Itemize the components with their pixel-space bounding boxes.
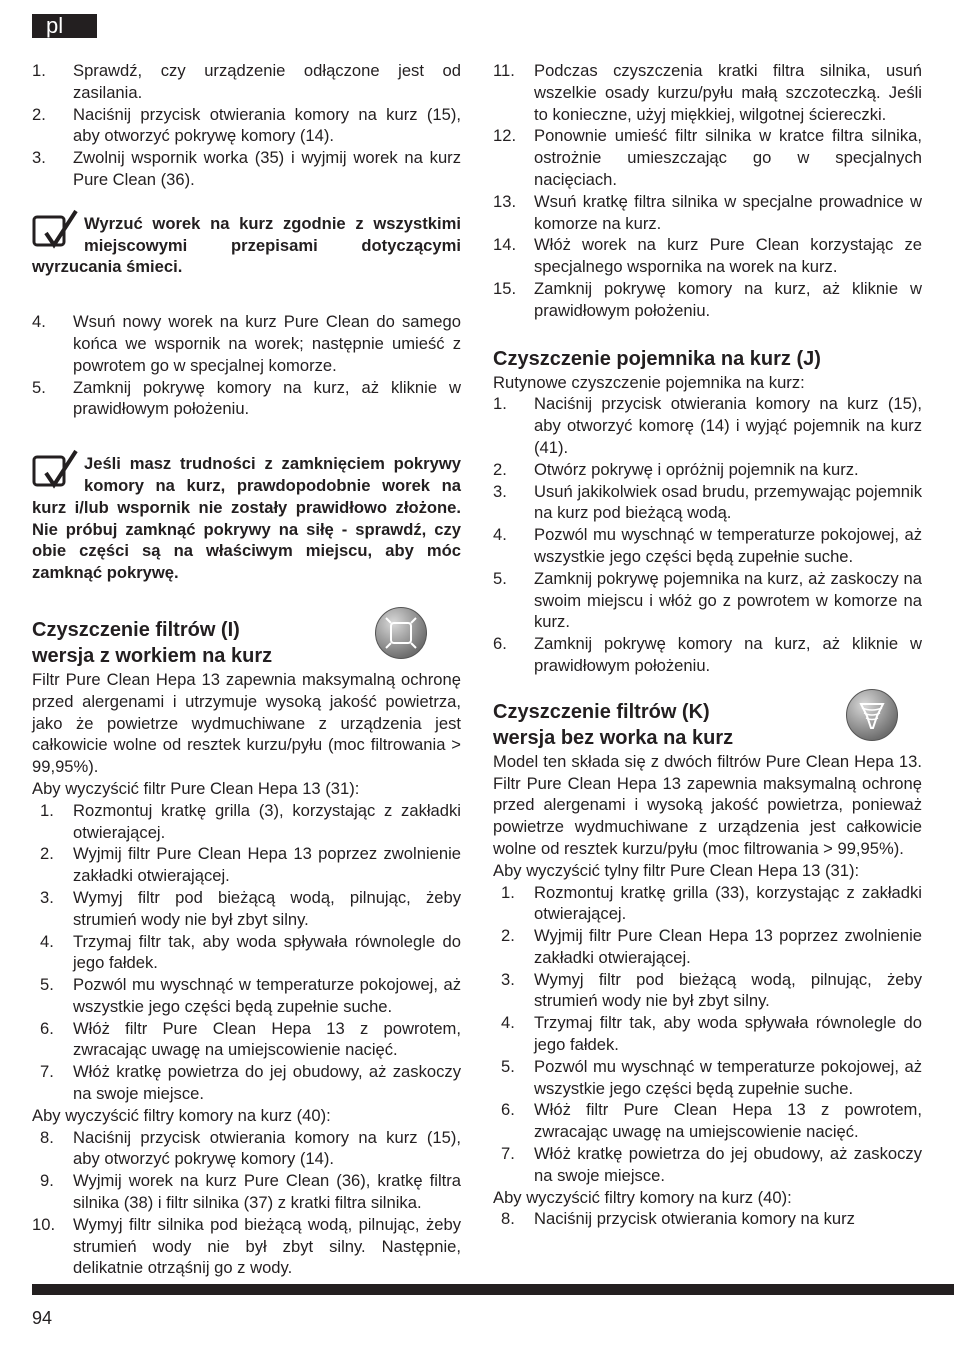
- list-item: 2. Wyjmij filtr Pure Clean Hepa 13 poprzez zwolnienie zakładki otwierającej.: [501, 926, 922, 967]
- list-item: 10. Wymyj filtr silnika pod bieżącą wodą, pilnując, żeby strumień wody nie był zbyt silny. Następnie, delikatnie otrząśnij go z wody.: [32, 1214, 461, 1278]
- note-disposal: Wyrzuć worek na kurz zgodnie z wszystkimi miejscowymi przepisami dotyczącymi wyrzucania śmieci.: [32, 213, 461, 278]
- section-i-heading: Czyszczenie filtrów (I) wersja z workiem na kurz: [32, 617, 461, 669]
- list-item: 1. Sprawdź, czy urządzenie odłączone jest od zasilania.: [32, 61, 461, 102]
- list-item: 1. Naciśnij przycisk otwierania komory na kurz (15), aby otworzyć komorę (14) i wyjąć pojemnik na kurz (41).: [493, 394, 922, 457]
- section-j-title: Czyszczenie pojemnika na kurz (J): [493, 347, 821, 370]
- steps-list-b: [32, 311, 461, 420]
- list-item: 13. Wsuń kratkę filtra silnika w specjalne prowadnice w komorze na kurz.: [493, 191, 922, 233]
- steps-list-a: [32, 60, 461, 191]
- cyclone-filter-icon: [846, 689, 898, 741]
- filter-grille-icon: [375, 607, 427, 659]
- list-item: 1. Rozmontuj kratkę grilla (3), korzystając z zakładki otwierającej.: [40, 800, 461, 842]
- list-item: 2. Otwórz pokrywę i opróżnij pojemnik na kurz.: [493, 459, 859, 479]
- steps-list-j: [493, 393, 922, 676]
- list-item: 4. Wsuń nowy worek na kurz Pure Clean do samego końca we wspornik na worek; następnie umieść z powrotem go w specjalnej komorze.: [32, 312, 461, 375]
- list-item: 8. Naciśnij przycisk otwierania komory na kurz: [501, 1209, 855, 1229]
- list-item: 8. Naciśnij przycisk otwierania komory na kurz (15), aby otworzyć pokrywę komory (14).: [40, 1127, 461, 1169]
- list-item: 6. Włóż filtr Pure Clean Hepa 13 z powrotem, zwracając uwagę na umiejscowienie nacięć.: [501, 1100, 922, 1142]
- list-item: 4. Trzymaj filtr tak, aby woda spływała równolegle do jego fałdek.: [501, 1013, 922, 1055]
- right-column: 11. Podczas czyszczenia kratki filtra silnika, usuń wszelkie osady kurzu/pyłu małą szczoteczką. Jeśli to konieczne, użyj miękkiej, wilgotnej ściereczki. 12. Ponownie umieść filtr silnika w kratce filtra silnika, ostrożnie umieszczając go w specjalnych nacięciach. 13. Wsuń kratkę filtra silnika w specjalne prowadnice w komorze na kurz. 14. Włóż worek na kurz Pure Clean korzystając ze specjalnego wspornika na worek na kurz. 15. Zamknij pokrywę komory na kurz, aż kliknie w prawidłowym położeniu. Czyszczenie pojemnika na kurz (J) Rutynowe czyszczenie pojemnika na kurz: 1. Naciśnij przycisk otwierania komory na kurz (15), aby otworzyć komorę (14) i wyjąć pojemnik na kurz (41). 2. Otwórz pokrywę i opróżnij pojemnik na kurz. 3. Usuń jakikolwiek osad brudu, przemywając pojemnik na kurz pod bieżącą wodą. 4. Pozwól mu wyschnąć w temperaturze pokojowej, aż wszystkie jego części będą zupełnie suche. 5. Zamknij pokrywę pojemnika na kurz, aż zaskoczy na swoim miejscu i włóż go z powrotem w komorze na kurz. 6. Zamknij pokrywę komory na kurz, aż kliknie w prawidłowym położeniu. Czyszczenie filtrów (K) wersja bez worka na kurz Model ten składa się z dwóch filtrów Pure Clean Hepa 13. Filtr Pure Clean Hepa 13 zapewnia maksymalną ochronę przed alergenami i wysoką jakość powietrza, ponieważ powietrze wydmuchiwane z urządzenia jest całkowicie wolne od resztek kurzu/pyłu (moc filtrowania > 99,95%). Aby wyczyścić tylny filtr Pure Clean Hepa 13 (31): 1. Rozmontuj kratkę grilla (33), korzystając z zakładki otwierającej. 2. Wyjmij filtr Pure Clean Hepa 13 poprzez zwolnienie zakładki otwierającej. 3. Wymyj filtr pod bieżącą wodą, pilnując, żeby strumień wody nie był zbyt silny. 4. Trzymaj filtr tak, aby woda spływała równolegle do jego fałdek. 5. Pozwól mu wyschnąć w temperaturze pokojowej, aż wszystkie jego części będą zupełnie suche. 6. Włóż filtr Pure Clean Hepa 13 z powrotem, zwracając uwagę na umiejscowienie nacięć. 7. Włóż kratkę powietrza do jej obudowy, aż zaskoczy na swoje miejsce. Aby wyczyścić filtry komory na kurz (40): 8. Naciśnij przycisk otwierania komory na kurz: [493, 61, 922, 1229]
- steps-list-i-2: [32, 1127, 461, 1280]
- list-item: 12. Ponownie umieść filtr silnika w kratce filtra silnika, ostrożnie umieszczając go w specjalnych nacięciach.: [493, 126, 922, 189]
- steps-list-i: [32, 800, 461, 1105]
- checkbox-note-icon: [32, 449, 84, 491]
- list-item: 2. Naciśnij przycisk otwierania komory na kurz (15), aby otworzyć pokrywę komory (14).: [32, 104, 461, 146]
- note-closing: Jeśli masz trudności z zamknięciem pokrywy komory na kurz, prawdopodobnie worek na kurz i/lub wspornik nie zostały prawidłowo złożone. Nie próbuj zamknąć pokrywy na siłę - sprawdź, czy obie części są na właściwym miejscu, aby móc zamknąć pokrywę.: [32, 453, 461, 584]
- list-item: 7. Włóż kratkę powietrza do jej obudowy, aż zaskoczy na swoje miejsce.: [40, 1062, 461, 1104]
- page-number: 94: [32, 1308, 53, 1328]
- list-item: 5. Pozwól mu wyschnąć w temperaturze pokojowej, aż wszystkie jego części będą zupełnie suche.: [40, 975, 461, 1016]
- list-item: 5. Pozwól mu wyschnąć w temperaturze pokojowej, aż wszystkie jego części będą zupełnie suche.: [501, 1056, 922, 1098]
- list-item: 3. Wymyj filtr pod bieżącą wodą, pilnując, żeby strumień wody nie był zbyt silny.: [40, 887, 461, 929]
- footer-rule: [32, 1284, 954, 1295]
- steps-list-k-2: [493, 1208, 922, 1230]
- list-item: 15. Zamknij pokrywę komory na kurz, aż kliknie w prawidłowym położeniu.: [493, 278, 922, 320]
- list-item: 7. Włóż kratkę powietrza do jej obudowy, aż zaskoczy na swoje miejsce.: [501, 1144, 922, 1185]
- list-item: 1. Rozmontuj kratkę grilla (33), korzystając z zakładki otwierającej.: [501, 882, 922, 924]
- list-item: 6. Włóż filtr Pure Clean Hepa 13 z powrotem, zwracając uwagę na umiejscowienie nacięć.: [40, 1018, 461, 1060]
- language-tab: pl: [32, 14, 97, 38]
- checkbox-note-icon: [32, 209, 84, 251]
- list-item: 6. Zamknij pokrywę komory na kurz, aż kliknie w prawidłowym położeniu.: [493, 634, 922, 675]
- list-item: 11. Podczas czyszczenia kratki filtra silnika, usuń wszelkie osady kurzu/pyłu małą szczoteczką. Jeśli to konieczne, użyj miękkiej, wilgotnej ściereczki.: [493, 61, 922, 124]
- list-item: 3. Zwolnij wspornik worka (35) i wyjmij worek na kurz Pure Clean (36).: [32, 148, 461, 189]
- list-item: 14. Włóż worek na kurz Pure Clean korzystając ze specjalnego wspornika na worek na kurz.: [493, 235, 922, 277]
- list-item: 5. Zamknij pokrywę komory na kurz, aż kliknie w prawidłowym położeniu.: [32, 377, 461, 419]
- list-item: 5. Zamknij pokrywę pojemnika na kurz, aż zaskoczy na swoim miejscu i włóż go z powrotem w komorze na kurz.: [493, 568, 922, 632]
- left-column: 1. Sprawdź, czy urządzenie odłączone jest od zasilania. 2. Naciśnij przycisk otwierania komory na kurz (15), aby otworzyć pokrywę komory (14). 3. Zwolnij wspornik worka (35) i wyjmij worek na kurz Pure Clean (36). Wyrzuć worek na kurz zgodnie z wszystkimi miejscowymi przepisami dotyczącymi wyrzucania śmieci. 4. Wsuń nowy worek na kurz Pure Clean do samego końca we wspornik na worek; następnie umieść z powrotem go w specjalnej komorze. 5. Zamknij pokrywę komory na kurz, aż kliknie w prawidłowym położeniu. Jeśli masz trudności z zamknięciem pokrywy komory na kurz, prawdopodobnie worek na kurz i/lub wspornik nie zostały prawidłowo złożone. Nie próbuj zamknąć pokrywy na siłę - sprawdź, czy obie części są na właściwym miejscu, aby móc zamknąć pokrywę. Czyszczenie filtrów (I) wersja z workiem na kurz Filtr Pure Clean Hepa 13 zapewnia maksymalną ochronę przed alergenami i utrzymuje wysoką jakość powietrza, jako że powietrze wydmuchiwane z urządzenia jest całkowicie wolne od resztek kurzu/pyłu (moc filtrowania > 99,95%). Aby wyczyścić filtr Pure Clean Hepa 13 (31): 1. Rozmontuj kratkę grilla (3), korzystając z zakładki otwierającej. 2. Wyjmij filtr Pure Clean Hepa 13 poprzez zwolnienie zakładki otwierającej. 3. Wymyj filtr pod bieżącą wodą, pilnując, żeby strumień wody nie był zbyt silny. 4. Trzymaj filtr tak, aby woda spływała równolegle do jego fałdek. 5. Pozwól mu wyschnąć w temperaturze pokojowej, aż wszystkie jego części będą zupełnie suche. 6. Włóż filtr Pure Clean Hepa 13 z powrotem, zwracając uwagę na umiejscowienie nacięć. 7. Włóż kratkę powietrza do jej obudowy, aż zaskoczy na swoje miejsce. Aby wyczyścić filtry komory na kurz (40): 8. Naciśnij przycisk otwierania komory na kurz (15), aby otworzyć pokrywę komory (14). 9. Wyjmij worek na kurz Pure Clean (36), kratkę filtra silnika (38) i filtr silnika (37) z kratki filtra silnika. 10. Wymyj filtr silnika pod bieżącą wodą, pilnując, żeby strumień wody nie był zbyt silny. Następnie, delikatnie otrząśnij go z wody.: [32, 61, 461, 1278]
- list-item: 4. Pozwól mu wyschnąć w temperaturze pokojowej, aż wszystkie jego części będą zupełnie suche.: [493, 525, 922, 566]
- list-item: 9. Wyjmij worek na kurz Pure Clean (36), kratkę filtra silnika (38) i filtr silnika (37) z kratki filtra silnika.: [40, 1171, 461, 1213]
- steps-list-k: [493, 882, 922, 1187]
- list-item: 2. Wyjmij filtr Pure Clean Hepa 13 poprzez zwolnienie zakładki otwierającej.: [40, 844, 461, 886]
- list-item: 3. Wymyj filtr pod bieżącą wodą, pilnując, żeby strumień wody nie był zbyt silny.: [501, 969, 922, 1011]
- steps-list-c: [493, 60, 922, 322]
- list-item: 4. Trzymaj filtr tak, aby woda spływała równolegle do jego fałdek.: [40, 931, 461, 973]
- section-k-heading: Czyszczenie filtrów (K) wersja bez worka na kurz: [493, 699, 922, 751]
- list-item: 3. Usuń jakikolwiek osad brudu, przemywając pojemnik na kurz pod bieżącą wodą.: [493, 481, 922, 523]
